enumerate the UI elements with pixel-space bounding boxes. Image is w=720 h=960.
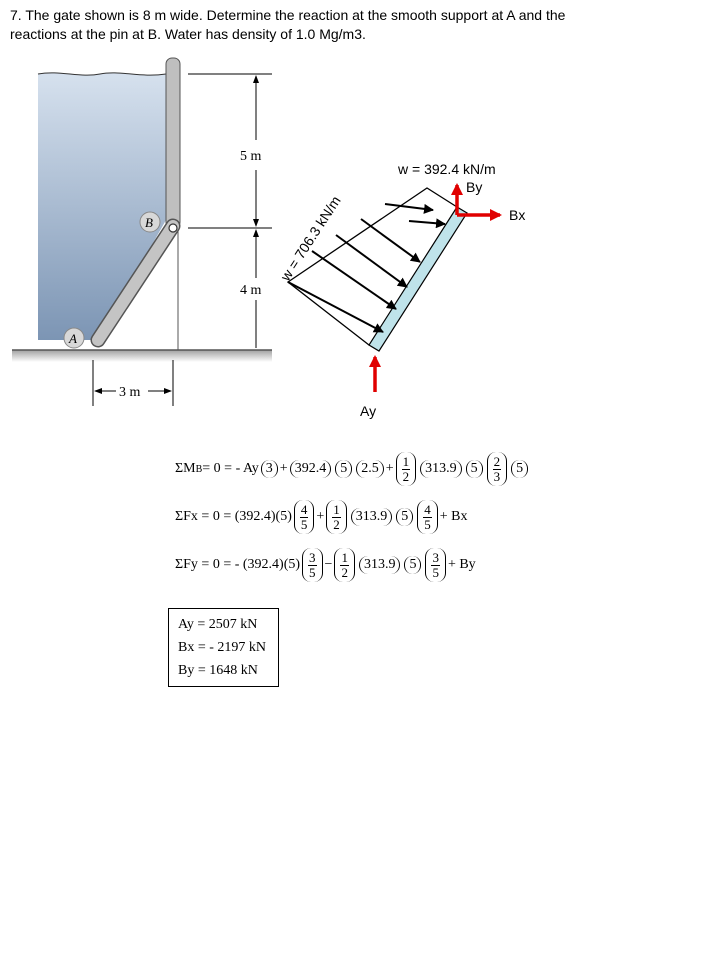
frac-num: 2 [493,453,501,469]
fx-tail: + Bx [439,509,468,524]
moment-sub: B [195,463,203,475]
fy-lhs: ΣFy = 0 = - (392.4)(5) [175,557,301,572]
load-arrow [409,221,445,224]
frac-den: 3 [493,468,501,484]
By-label: By [466,179,483,195]
vertical-wall [166,58,180,228]
moment-part2: + [279,461,288,476]
answer-box [168,608,279,687]
load-arrow [385,204,433,210]
paren: 3 [261,460,278,478]
label-A: A [69,331,77,346]
fy-equation [175,548,476,582]
frac-num: 4 [424,501,431,517]
load-arrow [336,235,407,287]
ground [12,350,272,362]
answer-ay: Ay = 2507 kN [178,617,258,632]
answer-bx: Bx = - 2197 kN [178,640,267,655]
paren: 313.9 [420,460,462,478]
frac-den: 5 [432,564,439,580]
frac-paren [425,548,446,582]
paren: 5 [404,556,421,574]
paren: 392.4 [290,460,332,478]
fbd-gate-bar [369,207,467,351]
paren: 5 [335,460,352,478]
frac-num: 1 [402,453,410,469]
label-B: B [145,215,153,230]
fy-minus: − [324,557,333,572]
load-top-label: w = 392.4 kN/m [398,161,496,177]
frac-paren [334,548,355,582]
problem-line-1: 7. The gate shown is 8 m wide. Determine the reaction at the smooth support at A and the [10,7,566,23]
dim-5m-label: 5 m [240,149,262,164]
paren: 2.5 [356,460,384,478]
frac-paren [294,500,315,534]
frac-den: 5 [309,564,316,580]
load-arrow [361,219,420,262]
frac-paren [302,548,323,582]
frac-num: 4 [300,501,308,517]
moment-lhs: ΣM [175,461,196,476]
paren: 313.9 [359,556,401,574]
frac-den: 2 [402,468,410,484]
load-bottom-label: w = 706.3 kN/m [277,193,344,284]
fx-equation [175,500,468,534]
frac-den: 2 [341,564,348,580]
paren: 5 [466,460,483,478]
fy-tail: + By [447,557,476,572]
frac-num: 3 [309,549,316,565]
answer-by: By = 1648 kN [178,663,258,678]
water-body [38,73,166,340]
fx-plus: + [316,509,325,524]
Bx-label: Bx [509,207,526,223]
frac-num: 3 [432,549,439,565]
frac-paren [396,452,417,486]
paren: 313.9 [351,508,393,526]
paren: 5 [511,460,528,478]
moment-part3: + [385,461,394,476]
problem-line-2: reactions at the pin at B. Water has density of 1.0 Mg/m3. [10,26,366,42]
Ay-label: Ay [360,403,377,419]
frac-den: 5 [424,516,431,532]
dim-3m-label: 3 m [119,385,141,400]
frac-num: 1 [341,549,348,565]
dim-4m-label: 4 m [240,283,262,298]
frac-den: 2 [333,516,340,532]
moment-part1: = 0 = - Ay [202,461,259,476]
frac-paren [326,500,347,534]
pin-B [169,224,177,232]
fx-lhs: ΣFx = 0 = (392.4)(5) [175,509,292,524]
frac-den: 5 [300,516,308,532]
frac-paren [417,500,438,534]
paren: 5 [396,508,413,526]
moment-equation [175,452,530,486]
frac-paren [487,452,508,486]
frac-num: 1 [333,501,340,517]
